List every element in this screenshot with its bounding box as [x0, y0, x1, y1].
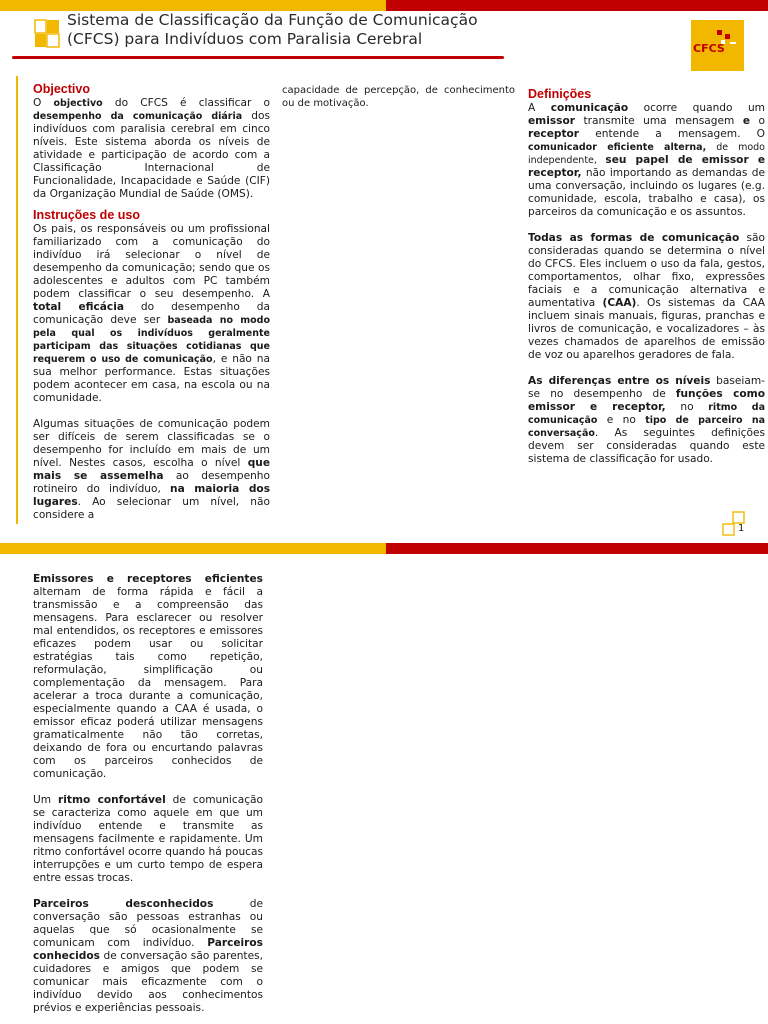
text-run-bold: Parceiros desconhecidos — [33, 898, 214, 910]
text-run-bold: desempenho da comunicação diária — [33, 111, 243, 122]
text-run: . Ao selecionar um nível, não considere a — [33, 496, 270, 521]
definicoes-paragraph-2 — [528, 232, 765, 362]
top-bar-yellow — [0, 0, 386, 11]
text-run-bold: As diferenças entre os níveis — [528, 375, 711, 387]
page-2-paragraph-2 — [33, 794, 263, 885]
text-run: o — [750, 115, 765, 127]
text-run: baseiam-se no desempenho de — [528, 375, 766, 400]
text-run-bold: tipo de parceiro na conversação — [528, 415, 765, 439]
text-run-bold: funções como emissor e receptor, — [528, 388, 765, 413]
text-run-bold: emissor — [528, 115, 575, 127]
instrucoes-paragraph-1 — [33, 223, 270, 405]
text-run: . As seguintes definições devem ser consideradas quando este sistema de classificação for usado. — [528, 427, 765, 465]
text-run-bold: objectivo — [53, 98, 103, 109]
text-run: não importando as demandas de uma conversação, incluindo os lugares (e.g. comunidade, escola, trabalho e casa), os parceiros da comunicação e os assuntos. — [528, 167, 765, 218]
definicoes-paragraph-1 — [528, 102, 765, 219]
text-run-bold: comunicação — [550, 102, 629, 114]
text-run: de comunicação se caracteriza como aquele em que um indivíduo entende e transmite as mensagens facilmente e rapidamente. Um ritmo confortável ocorre quando há poucas interrupções e um curto tempo de espera entre essas trocas. — [33, 794, 263, 884]
text-run-bold: total eficácia — [33, 301, 124, 313]
document-title — [67, 11, 497, 49]
squares-decoration-icon — [34, 19, 60, 49]
column-1 — [33, 83, 270, 522]
text-run: entende a mensagem. O — [579, 128, 765, 140]
text-run: Os pais, os responsáveis ou um profissional familiarizado com a comunicação do indivíduo irá selecionar o nível de desempenho da comunicação; sendo que os adolescentes e adultos com PC também podem classificar o seu desempenho. A — [33, 223, 270, 300]
text-run: Algumas situações de comunicação podem ser difíceis de serem classificadas se o desempenho for incluído em mais de um nível. Nestes casos, escolha o nível — [33, 418, 270, 469]
column-3 — [528, 88, 765, 466]
text-run-bold: e — [742, 115, 750, 127]
text-run-bold: na maioria dos lugares — [33, 483, 270, 508]
page-2-paragraph-3 — [33, 898, 263, 1015]
cfcs-logo — [691, 20, 744, 71]
text-run: O — [33, 97, 54, 109]
column-2-continuation: capacidade de percepção, de conhecimento ou de motivação. — [282, 85, 515, 109]
text-run: de modo independente, — [528, 142, 765, 166]
text-run: são consideradas quando se determina o nível do CFCS. Eles incluem o uso da fala, gestos, comportamentos, olhar fixo, expressões faciais e a comunicação alternativa e aumentativa — [528, 232, 765, 309]
text-run: de conversação são parentes, cuidadores e amigos que podem se comunicar mais eficazmente com o indivíduo devido aos conhecimentos prévios e experiências pessoais. — [33, 950, 263, 1014]
logo-text: CFCS — [693, 42, 725, 55]
page-2-paragraph-1 — [33, 573, 263, 781]
page-2-column — [33, 573, 263, 1015]
text-run-bold: seu papel de emissor e receptor, — [528, 154, 766, 179]
heading-objectivo: Objectivo — [33, 82, 90, 96]
text-run: ocorre quando um — [628, 102, 765, 114]
text-run: do CFCS é classificar o — [102, 97, 270, 109]
text-run: de conversação são pessoas estranhas ou aquelas que só ocasionalmente se comunicam com indivíduo. — [33, 898, 263, 949]
text-run-bold: ritmo confortável — [58, 794, 166, 806]
instrucoes-paragraph-2 — [33, 418, 270, 522]
text-run-bold: Emissores e receptores eficientes — [33, 573, 263, 585]
text-run: A — [528, 102, 551, 114]
text-run: alternam de forma rápida e fácil a transmissão e a compreensão das mensagens. Para esclarecer ou resolver mal entendidos, os receptores e emissores eficazes podem usar ou solicitar estratégias tais como repetição, reformulação, simplificação ou complementação da mensagem. Para acelerar a troca durante a comunicação, especialmente quando a CAA é usada, o emissor eficaz poderá utilizar mensagens gramaticalmente não tão corretas, deixando de fora ou encurtando palavras com os parceiros conhecidos de comunicação. — [33, 586, 263, 780]
page-marker-icon — [721, 510, 751, 540]
definicoes-paragraph-3 — [528, 375, 765, 466]
heading-instrucoes: Instruções de uso — [33, 208, 140, 222]
text-run: dos indivíduos com paralisia cerebral em cinco níveis. Este sistema aborda os níveis de atividade e participação de acordo com a Classificação Internacional de Funcionalidade, Incapacidade e Saúde (CIF) da Organização Mundial de Saúde (OMS). — [33, 110, 270, 200]
objectivo-paragraph — [33, 97, 270, 201]
text-run-bold: ritmo da comunicação — [528, 402, 765, 426]
middle-bar-red — [386, 543, 768, 554]
text-run-bold: que mais se assemelha — [33, 457, 270, 482]
text-run: . Os sistemas da CAA incluem sinais manuais, figuras, pranchas e livros de comunicação, e vocalizadores – às vezes chamados de aparelhos de emissão de voz ou aparelhos geradores de fala. — [528, 297, 765, 361]
text-run: e no — [597, 414, 646, 426]
text-run: ao desempenho rotineiro do indivíduo, — [33, 470, 270, 495]
title-underline — [12, 56, 504, 59]
text-run: Um — [33, 794, 59, 806]
title-line-1: Sistema de Classificação da Função de Comunicação — [67, 11, 478, 29]
text-run: do desempenho da comunicação deve ser — [33, 301, 270, 326]
text-run-bold: (CAA) — [602, 297, 637, 309]
text-run-bold: Todas as formas de comunicação — [528, 232, 740, 244]
text-run-bold: baseada no modo pela qual os indivíduos geralmente participam das situações cotidianas que requerem o uso de comunicação — [33, 315, 270, 365]
text-run: no — [665, 401, 709, 413]
middle-bar-yellow — [0, 543, 386, 554]
page-number: 1 — [738, 523, 745, 534]
text-run-bold: comunicador eficiente alterna, — [528, 142, 707, 153]
title-line-2: (CFCS) para Indivíduos com Paralisia Cerebral — [67, 30, 423, 48]
text-run: transmite uma mensagem — [574, 115, 743, 127]
top-bar-red — [386, 0, 768, 11]
text-run: , e não na sua melhor performance. Estas situações podem acontecer em casa, na escola ou na comunidade. — [33, 353, 270, 404]
column-2 — [282, 84, 515, 110]
heading-definicoes: Definições — [528, 87, 592, 101]
left-accent-line — [16, 76, 18, 524]
text-run-bold: receptor — [528, 128, 580, 140]
text-run-bold: Parceiros conhecidos — [33, 937, 263, 962]
